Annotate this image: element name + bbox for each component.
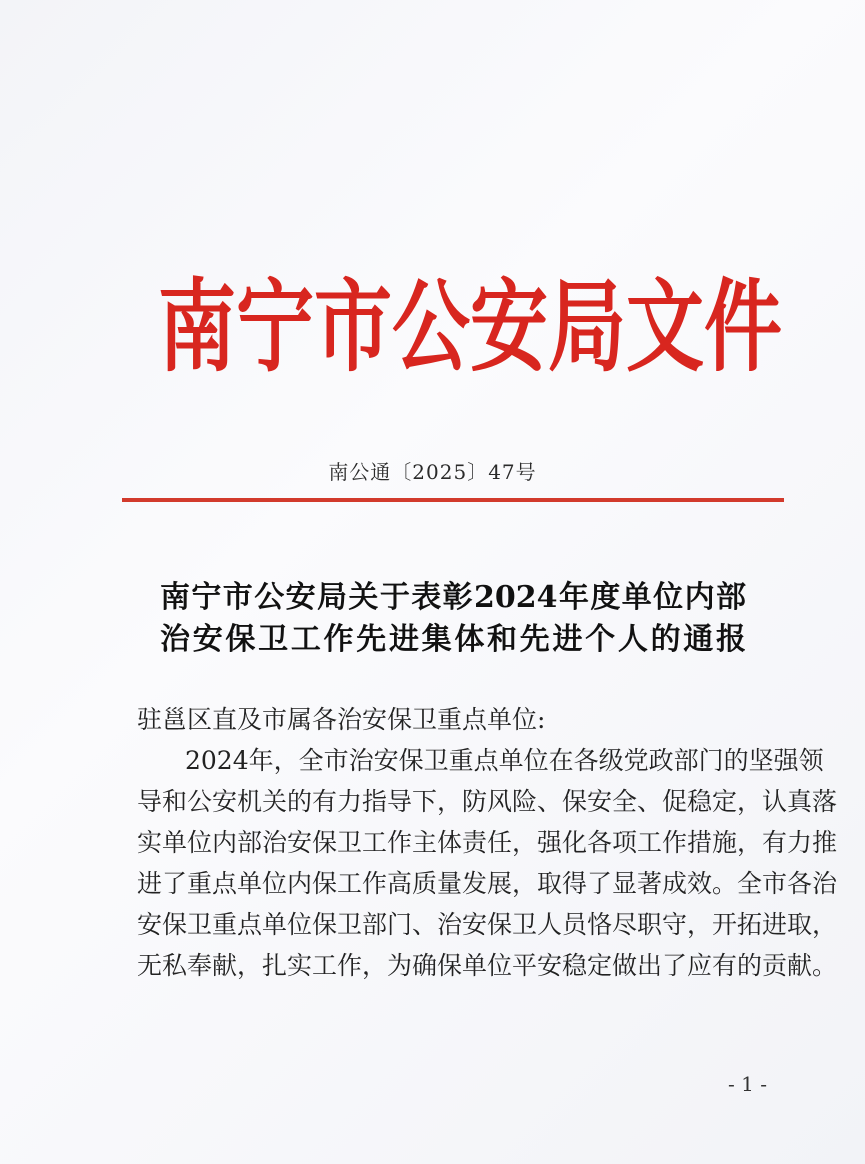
body-line: 安保卫重点单位保卫部门、治安保卫人员恪尽职守，开拓进取， (137, 910, 838, 939)
salutation: 驻邕区直及市属各治安保卫重点单位: (137, 705, 546, 734)
document-title-line-1: 南宁市公安局关于表彰2024年度单位内部 (160, 580, 746, 615)
red-divider-line (122, 498, 784, 502)
page-number: - 1 - (728, 1072, 767, 1096)
body-line: 无私奉献，扎实工作，为确保单位平安稳定做出了应有的贡献。 (137, 951, 838, 980)
document-masthead: 南宁市公安局文件 (158, 270, 783, 386)
body-line: 实单位内部治安保卫工作主体责任，强化各项工作措施，有力推 (137, 828, 838, 857)
body-line: 导和公安机关的有力指导下，防风险、保安全、促稳定，认真落 (137, 787, 838, 816)
body-line: 进了重点单位内保工作高质量发展，取得了显著成效。全市各治 (137, 869, 838, 898)
document-number: 南公通〔2025〕47号 (328, 460, 537, 484)
body-line: 2024年，全市治安保卫重点单位在各级党政部门的坚强领 (185, 746, 824, 775)
document-title-line-2: 治安保卫工作先进集体和先进个人的通报 (160, 622, 746, 657)
